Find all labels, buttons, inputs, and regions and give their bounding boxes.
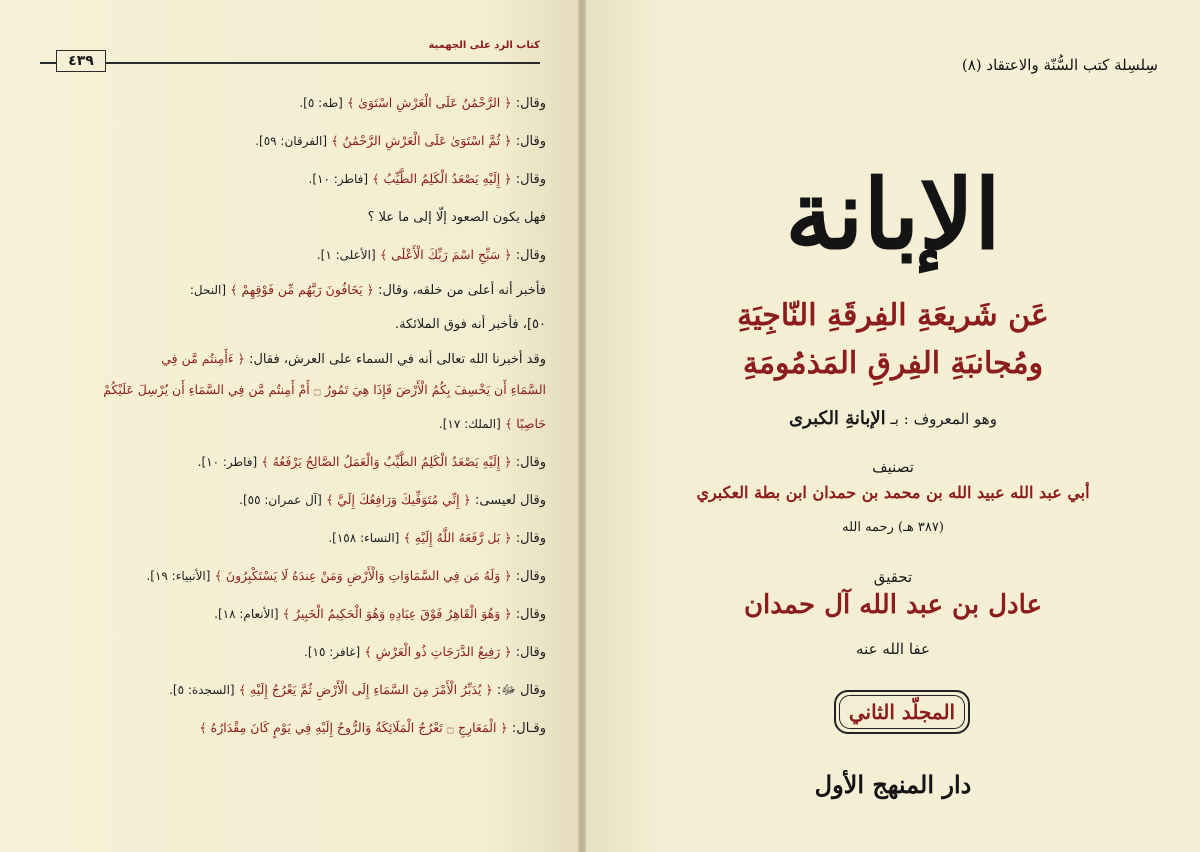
verse-reference: [طه: ٥]. (299, 96, 343, 110)
verse-reference: [النحل: (189, 283, 227, 297)
line-intro: ٥٠]، فأخبر أنه فوق الملائكة. (394, 317, 546, 332)
line-intro: فأخبر أنه أعلى من خلقه، وقال: (378, 283, 546, 298)
text-line (36, 343, 546, 374)
page-number: ٤٣٩ (56, 50, 106, 72)
verse-reference: [فاطر: ١٠]. (308, 172, 369, 186)
text-block (36, 84, 546, 747)
line-intro: وقال: (515, 531, 546, 546)
known-as-name: الإبانةِ الكبرى (789, 408, 886, 429)
quran-verse: السَّمَاءِ أَن يَخْسِفَ بِكُمُ الْأَرْضَ فَإِذَا هِيَ تَمُورُ ۝ أَمْ أَمِنتُم مَّن فِي السَّمَاءِ أَن يُرْسِلَ عَلَيْكُمْ (103, 382, 546, 397)
line-intro: وقال: (515, 172, 546, 187)
verse-reference: [الأنعام: ١٨]. (214, 607, 279, 621)
line-intro: وقال: (515, 96, 546, 111)
verse-reference: [الأنبياء: ١٩]. (146, 569, 211, 583)
verse-reference: [الملك: ١٧]. (438, 417, 501, 431)
text-line (36, 557, 546, 595)
text-line (36, 122, 546, 160)
subtitle-line-1: عَن شَريعَةِ الفِرقَةِ النّاجِيَةِ (737, 298, 1049, 333)
line-intro: وقال: (515, 607, 546, 622)
quran-verse: ﴿ الْمَعَارِجِ ۝ تَعْرُجُ الْمَلَائِكَةُ وَالرُّوحُ إِلَيْهِ فِي يَوْمٍ كَانَ مِقْدَارُهُ ﴾ (199, 720, 508, 735)
line-intro: وقال: (515, 645, 546, 660)
text-line (36, 274, 546, 305)
line-intro: وقال ﷻ: (496, 683, 546, 698)
subtitle-line-2: ومُجانبَةِ الفِرقِ المَذمُومَةِ (742, 346, 1044, 381)
author-death: (٣٨٧ هـ) رحمه الله (842, 520, 944, 535)
line-intro: وقـال: (511, 721, 546, 736)
editor-blessing: عفا الله عنه (856, 640, 930, 658)
author-name: أبي عبد الله عبيد الله بن محمد بن حمدان ابن بطة العكبري (696, 483, 1090, 502)
text-line (36, 374, 546, 405)
verse-reference: [فاطر: ١٠]. (197, 455, 258, 469)
line-intro: فهل يكون الصعود إلّا إلى ما علا ؟ (367, 210, 546, 225)
verse-reference: [آل عمران: ٥٥]. (239, 493, 322, 507)
verse-reference: [النساء: ١٥٨]. (328, 531, 400, 545)
line-intro: وقال: (515, 248, 546, 263)
quran-verse: ﴿ إِنِّي مُتَوَفِّيكَ وَرَافِعُكَ إِلَيَّ ﴾ (325, 492, 471, 507)
text-line (36, 198, 546, 236)
line-intro: وقال: (515, 134, 546, 149)
edited-label: تحقيق (873, 568, 913, 586)
header-rule (40, 62, 540, 64)
known-as-prefix: وهو المعروف : بـ (890, 410, 997, 428)
text-line (36, 160, 546, 198)
text-line (36, 84, 546, 122)
quran-verse: ﴿ يُدَبِّرُ الْأَمْرَ مِنَ السَّمَاءِ إِلَى الْأَرْضِ ثُمَّ يَعْرُجُ إِلَيْهِ ﴾ (238, 682, 493, 697)
line-intro: وقال: (515, 569, 546, 584)
quran-verse: ﴿ الرَّحْمَٰنُ عَلَى الْعَرْشِ اسْتَوَىٰ ﴾ (346, 95, 512, 110)
text-line (36, 481, 546, 519)
text-line (36, 519, 546, 557)
known-as (586, 408, 1200, 429)
text-line (36, 633, 546, 671)
text-line (36, 595, 546, 633)
quran-verse: ﴿ سَبِّحِ اسْمَ رَبِّكَ الْأَعْلَى ﴾ (379, 247, 512, 262)
compiled-label: تصنيف (872, 458, 914, 476)
verse-reference: [السجدة: ٥]. (169, 683, 235, 697)
book-title: الإبانة (785, 158, 1001, 271)
book-gutter (578, 0, 586, 852)
text-line (36, 305, 546, 343)
line-intro: وقال: (515, 455, 546, 470)
running-head: كتاب الرد على الجهمية (428, 40, 540, 51)
verse-reference: [الفرقان: ٥٩]. (255, 134, 328, 148)
quran-verse: ﴿ بَل رَّفَعَهُ اللَّهُ إِلَيْهِ ﴾ (403, 530, 512, 545)
quran-verse: ﴿ وَلَهُ مَن فِي السَّمَاوَاتِ وَالْأَرْضِ وَمَنْ عِندَهُ لَا يَسْتَكْبِرُونَ ﴾ (214, 568, 512, 583)
quran-verse: ﴿ وَهُوَ الْقَاهِرُ فَوْقَ عِبَادِهِ وَهُوَ الْحَكِيمُ الْخَبِيرُ ﴾ (282, 606, 512, 621)
verse-reference: [الأعلى: ١]. (316, 248, 376, 262)
verse-reference: [غافر: ١٥]. (304, 645, 361, 659)
quran-verse: ﴿ ءَأَمِنتُم مَّن فِي (161, 351, 245, 366)
left-page (0, 0, 578, 852)
text-line (36, 671, 546, 709)
text-line (36, 405, 546, 443)
quran-verse: ﴿ إِلَيْهِ يَصْعَدُ الْكَلِمُ الطَّيِّبُ وَالْعَمَلُ الصَّالِحُ يَرْفَعُهُ ﴾ (261, 454, 512, 469)
publisher-logo: دار المنهج الأول (814, 770, 972, 799)
line-intro: وقد أخبرنا الله تعالى أنه في السماء على العرش، فقال: (249, 352, 546, 367)
series-title: سِلسِلة كتب السُّنّة والاعتقاد (٨) (961, 56, 1158, 74)
right-page (586, 0, 1200, 852)
volume-badge: المجلّد الثاني (834, 690, 970, 734)
line-intro: وقال لعيسى: (475, 493, 546, 508)
quran-verse: ﴿ رَفِيعُ الدَّرَجَاتِ ذُو الْعَرْشِ ﴾ (364, 644, 512, 659)
text-line (36, 236, 546, 274)
text-line (36, 443, 546, 481)
quran-verse: حَاصِبًا ﴾ (504, 416, 546, 431)
quran-verse: ﴿ ثُمَّ اسْتَوَىٰ عَلَى الْعَرْشِ الرَّحْمَٰنُ ﴾ (331, 133, 512, 148)
editor-name: عادل بن عبد الله آل حمدان (743, 590, 1043, 620)
quran-verse: ﴿ يَخَافُونَ رَبَّهُم مِّن فَوْقِهِمْ ﴾ (230, 282, 374, 297)
text-line (36, 709, 546, 747)
quran-verse: ﴿ إِلَيْهِ يَصْعَدُ الْكَلِمُ الطَّيِّبُ ﴾ (372, 171, 512, 186)
